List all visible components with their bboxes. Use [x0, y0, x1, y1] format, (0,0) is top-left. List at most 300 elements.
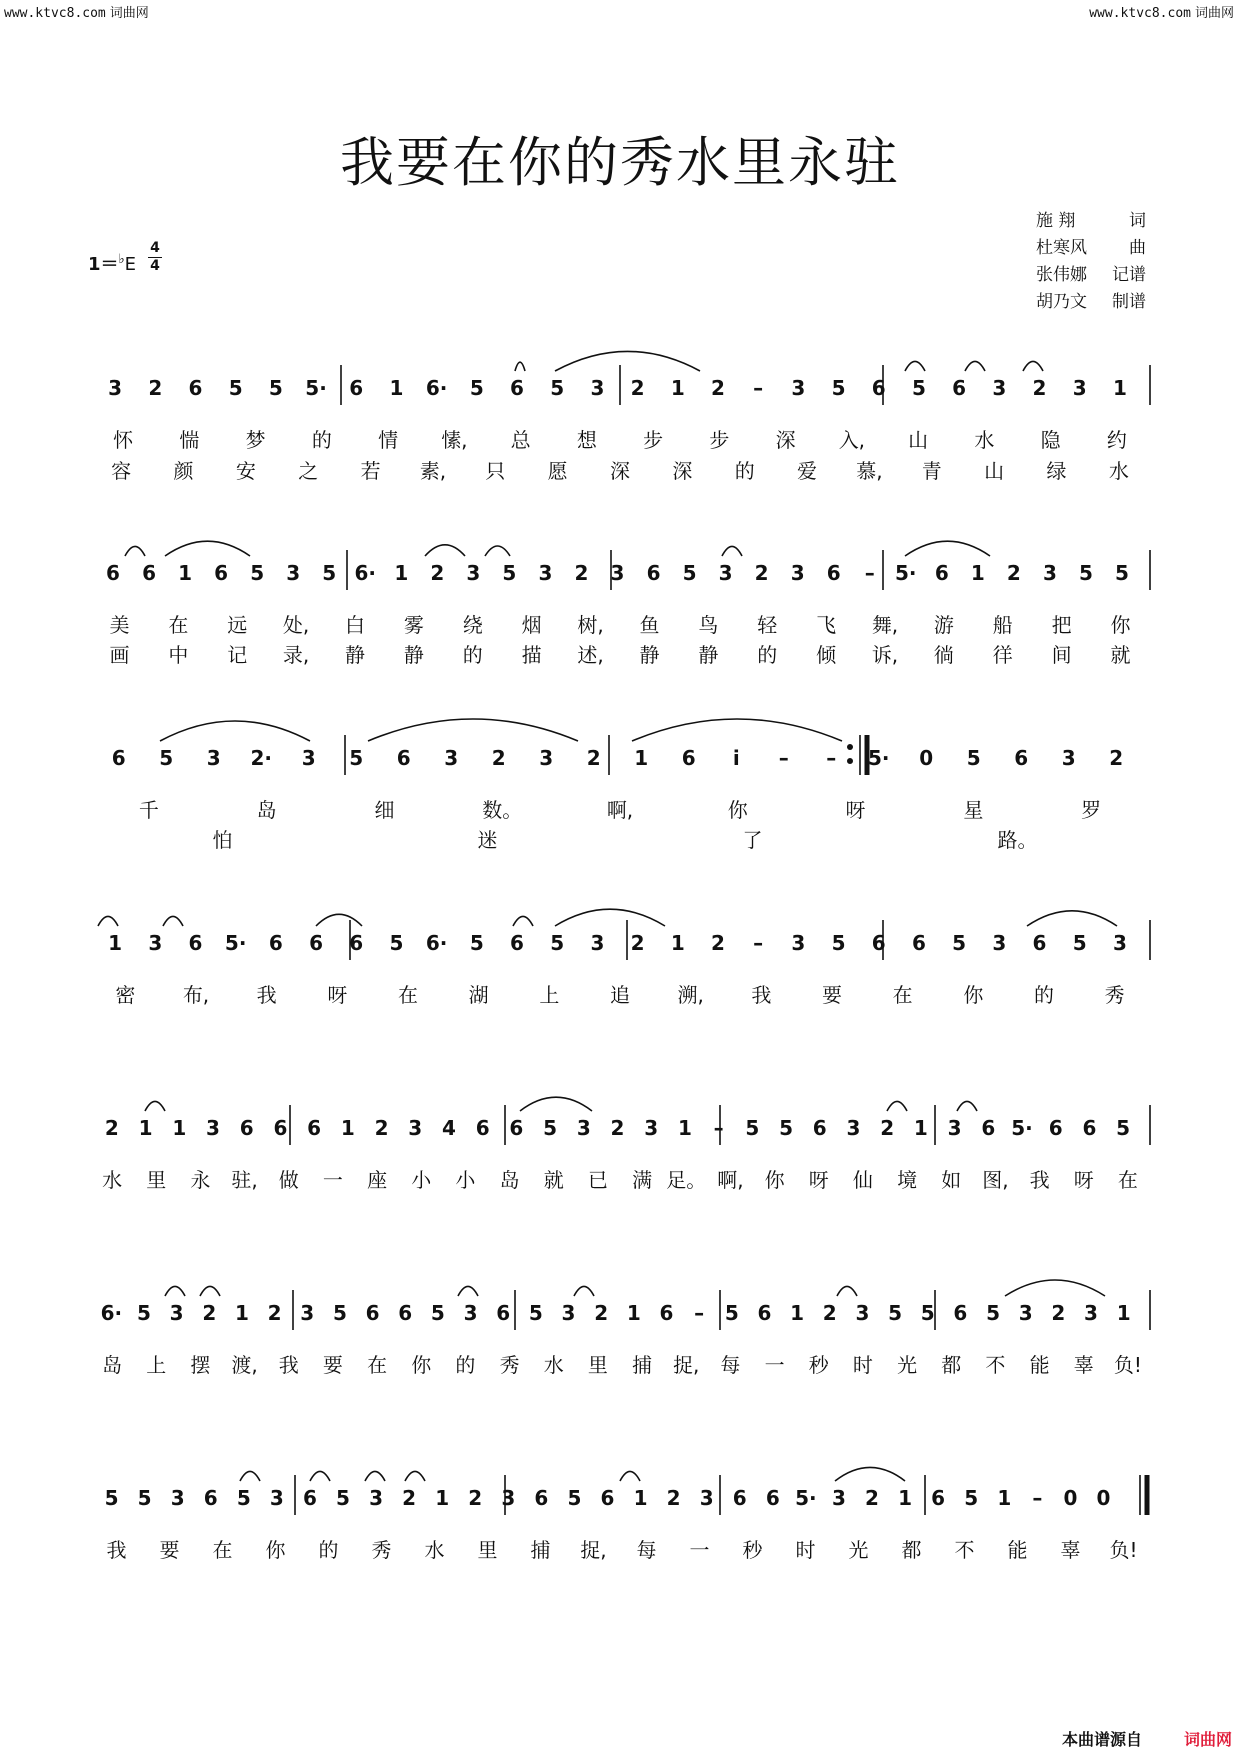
lyric-syllable: 都	[901, 1538, 922, 1562]
lyric-syllable: 想	[576, 428, 597, 452]
note: 6	[871, 931, 886, 955]
lyric-syllable: 千	[138, 798, 159, 822]
note: 2	[754, 561, 769, 585]
lyric-syllable: 布,	[182, 983, 210, 1007]
lyric-syllable: 静	[345, 643, 365, 667]
lyric-syllable: 鱼	[639, 613, 660, 637]
slur	[316, 914, 362, 926]
note: 6	[911, 931, 926, 955]
note: 1	[340, 1116, 355, 1140]
note: 6·	[354, 561, 377, 585]
note: 6	[681, 746, 696, 770]
lyric-syllable: 的	[757, 643, 778, 667]
note: 6	[931, 1486, 946, 1510]
note: 5	[332, 1301, 347, 1325]
lyric-syllable: 啊,	[606, 798, 634, 822]
note: –	[778, 746, 789, 770]
note: 2	[574, 561, 589, 585]
note: 6·	[425, 931, 448, 955]
note: 5	[888, 1301, 903, 1325]
lyric-syllable: 山	[908, 428, 929, 452]
lyric-syllable: 你	[1110, 613, 1131, 637]
note: 5	[724, 1301, 739, 1325]
note: 0	[919, 746, 934, 770]
note: 3	[699, 1486, 714, 1510]
note: 5	[250, 561, 265, 585]
lyric-syllable: 之	[298, 459, 319, 483]
note: 6	[349, 376, 364, 400]
note: 1	[394, 561, 409, 585]
lyric-syllable: 座	[367, 1168, 388, 1192]
note: 2	[880, 1116, 895, 1140]
lyric-syllable: 你	[411, 1353, 432, 1377]
lyric-syllable: 就	[1110, 643, 1131, 667]
note: 3	[206, 746, 221, 770]
lyric-syllable: 树,	[577, 613, 604, 637]
lyric-syllable: 水	[102, 1168, 123, 1192]
note: 5	[389, 931, 404, 955]
lyric-syllable: 渡,	[231, 1353, 258, 1377]
note: 5	[964, 1486, 979, 1510]
lyric-syllable: 我	[1029, 1168, 1050, 1192]
lyric-syllable: 中	[168, 643, 189, 667]
note: –	[753, 931, 764, 955]
lyric-syllable: 在	[212, 1538, 233, 1562]
lyric-syllable: 远	[227, 613, 248, 637]
lyric-syllable: 的	[318, 1538, 339, 1562]
note: 6	[510, 376, 524, 400]
slur	[165, 541, 250, 556]
slur	[632, 719, 842, 741]
note: 5	[502, 561, 517, 585]
note: 0	[1096, 1486, 1111, 1510]
lyric-syllable: 你	[963, 983, 984, 1007]
note: 6	[953, 1301, 968, 1325]
note: 3	[610, 561, 625, 585]
lyric-syllable: 素,	[419, 459, 447, 483]
note: 6	[496, 1301, 511, 1325]
lyric-syllable: 怕	[212, 828, 233, 852]
lyric-syllable: 静	[403, 643, 424, 667]
lyric-syllable: 水	[1108, 459, 1129, 483]
lyric-syllable: 鸟	[698, 613, 719, 637]
lyric-syllable: 如	[941, 1168, 962, 1192]
lyric-syllable: 里	[587, 1353, 608, 1377]
lyric-syllable: 上	[146, 1353, 167, 1377]
note: 3	[286, 561, 301, 585]
lyric-syllable: 约	[1106, 428, 1127, 452]
credit-name: 张伟娜	[1036, 265, 1087, 285]
credit-role: 记谱	[1112, 265, 1146, 285]
footer-brand[interactable]: 词曲网	[1183, 1730, 1232, 1749]
slur	[555, 909, 665, 926]
note: 5·	[224, 931, 247, 955]
note: 5	[1116, 1116, 1131, 1140]
lyric-syllable: 你	[764, 1168, 785, 1192]
lyric-syllable: 间	[1051, 643, 1072, 667]
slur	[200, 1286, 220, 1296]
note: 5	[911, 376, 926, 400]
lyric-syllable: 记	[227, 643, 248, 667]
note: 2	[468, 1486, 483, 1510]
note: 5·	[895, 561, 917, 585]
lyric-syllable: 啊,	[717, 1168, 744, 1192]
lyric-syllable: 在	[1117, 1168, 1138, 1192]
note: 2	[202, 1301, 217, 1325]
note: i	[732, 746, 740, 770]
key-prefix: 1＝	[88, 254, 119, 275]
lyric-syllable: 捉,	[580, 1538, 607, 1562]
note: 6	[757, 1301, 772, 1325]
header-url-right[interactable]: www.ktvc8.com	[1089, 6, 1191, 21]
note: 3	[300, 1301, 315, 1325]
note: 6	[475, 1116, 490, 1140]
lyric-syllable: 愿	[547, 459, 568, 483]
credit-name: 胡乃文	[1036, 292, 1087, 312]
lyric-syllable: 一	[689, 1538, 710, 1562]
note: 3	[644, 1116, 659, 1140]
lyric-syllable: 做	[278, 1168, 299, 1192]
lyric-syllable: 都	[941, 1353, 962, 1377]
note: 5	[1078, 561, 1093, 585]
flat-sign: ♭	[118, 252, 125, 267]
slur	[405, 1471, 425, 1481]
note: 6	[826, 561, 841, 585]
note: 6	[239, 1116, 254, 1140]
slur	[485, 546, 510, 556]
lyric-syllable: 路。	[997, 828, 1038, 852]
note: 3	[1112, 931, 1127, 955]
note: 6	[214, 561, 229, 585]
lyric-syllable: 深	[672, 459, 693, 483]
lyric-syllable: 呀	[327, 983, 348, 1007]
slur	[574, 1286, 594, 1296]
lyric-syllable: 小	[455, 1168, 476, 1192]
lyric-syllable: 秀	[371, 1538, 392, 1562]
note: 3	[169, 1301, 184, 1325]
note: 5	[528, 1301, 543, 1325]
note: 1	[670, 376, 685, 400]
note: 5·	[1011, 1116, 1033, 1140]
note: 3	[1072, 376, 1087, 400]
slur	[125, 546, 145, 556]
lyric-syllable: 上	[539, 983, 560, 1007]
footer-source: 本曲谱源自	[1061, 1730, 1142, 1749]
lyric-syllable: 星	[963, 798, 984, 822]
note: 1	[435, 1486, 450, 1510]
note: 2	[267, 1301, 282, 1325]
note: 3	[791, 376, 806, 400]
lyric-syllable: 轻	[757, 613, 778, 637]
lyric-syllable: 隐	[1040, 428, 1061, 452]
note: 3	[1018, 1301, 1033, 1325]
lyric-syllable: 数。	[482, 798, 523, 822]
lyric-syllable: 静	[639, 643, 660, 667]
slur	[425, 545, 465, 556]
note: 2	[374, 1116, 389, 1140]
note: 1	[634, 746, 649, 770]
lyric-syllable: 呀	[845, 798, 866, 822]
note: 5	[567, 1486, 582, 1510]
note: 2	[430, 561, 445, 585]
note: 2	[865, 1486, 879, 1510]
lyric-syllable: 了	[742, 828, 763, 852]
lyric-syllable: 我	[256, 983, 277, 1007]
note: 3	[148, 931, 163, 955]
lyric-syllable: 怀	[113, 428, 134, 452]
note: 2·	[250, 746, 273, 770]
note: 1	[790, 1301, 805, 1325]
lyric-syllable: 雾	[403, 613, 424, 637]
note: 3	[1084, 1301, 1098, 1325]
note: 1	[626, 1301, 641, 1325]
lyric-syllable: 捕	[632, 1353, 653, 1377]
lyric-syllable: 图,	[982, 1168, 1009, 1192]
note: 5	[268, 376, 283, 400]
lyric-syllable: 要	[822, 983, 842, 1007]
note: 6	[871, 376, 886, 400]
note: 5	[236, 1486, 251, 1510]
note: 5	[550, 376, 565, 400]
lyric-syllable: 处,	[282, 613, 310, 637]
note: 5	[966, 746, 981, 770]
lyric-syllable: 时	[852, 1353, 873, 1377]
note: 6	[106, 561, 120, 585]
lyric-syllable: 能	[1029, 1353, 1050, 1377]
lyric-syllable: 总	[510, 428, 531, 452]
lyric-syllable: 水	[974, 428, 995, 452]
time-unit: 4	[148, 257, 162, 275]
lyric-syllable: 惴	[179, 428, 200, 452]
lyric-syllable: 深	[610, 459, 630, 483]
slur	[515, 362, 525, 371]
note: 6·	[425, 376, 448, 400]
note: 5	[469, 931, 484, 955]
header-site-right: 词曲网	[1194, 6, 1234, 21]
credit-name: 杜寒风	[1036, 238, 1087, 258]
lyric-syllable: 光	[848, 1538, 869, 1562]
note: –	[713, 1116, 724, 1140]
credit-role: 制谱	[1112, 292, 1146, 312]
lyric-syllable: 在	[367, 1353, 388, 1377]
note: 2	[1032, 376, 1047, 400]
note: 2	[594, 1301, 609, 1325]
header-url-left[interactable]: www.ktvc8.com	[4, 6, 106, 21]
lyric-syllable: 入,	[838, 428, 866, 452]
note: 0	[1063, 1486, 1078, 1510]
lyric-syllable: 描	[521, 643, 542, 667]
note: 3	[992, 931, 1007, 955]
note: 3	[538, 561, 553, 585]
lyric-syllable: 的	[311, 428, 332, 452]
lyric-syllable: 水	[543, 1353, 564, 1377]
note: 5	[137, 1301, 151, 1325]
note: 2	[148, 376, 163, 400]
note: 6	[534, 1486, 549, 1510]
note: 3	[855, 1301, 870, 1325]
lyric-syllable: 辜	[1073, 1353, 1094, 1377]
lyric-syllable: 愫,	[441, 428, 468, 452]
note: 3	[791, 931, 806, 955]
lyric-syllable: 的	[455, 1353, 476, 1377]
note: 6	[812, 1116, 827, 1140]
lyric-syllable: 满	[632, 1168, 653, 1192]
note: 6	[268, 931, 283, 955]
lyric-syllable: 要	[322, 1353, 343, 1377]
note: 6	[1032, 931, 1047, 955]
lyric-syllable: 秀	[1104, 983, 1125, 1007]
slur	[965, 361, 985, 371]
slur	[887, 1101, 907, 1111]
lyric-syllable: 青	[921, 459, 942, 483]
note: 2	[1109, 746, 1124, 770]
note: 6	[765, 1486, 780, 1510]
note: 3	[108, 376, 123, 400]
lyric-syllable: 画	[109, 643, 130, 667]
note: 2	[491, 746, 506, 770]
lyric-syllable: 细	[374, 798, 395, 822]
note: 3	[369, 1486, 384, 1510]
lyric-syllable: 境	[897, 1168, 918, 1192]
lyric-syllable: 只	[485, 459, 506, 483]
note: 5	[831, 931, 846, 955]
note: 3	[539, 746, 554, 770]
note: 3	[170, 1486, 185, 1510]
lyric-syllable: 不	[954, 1538, 975, 1562]
lyric-syllable: 你	[265, 1538, 286, 1562]
lyric-syllable: 徜	[933, 643, 954, 667]
note: 2	[630, 931, 645, 955]
note: 2	[1051, 1301, 1066, 1325]
lyric-syllable: 容	[111, 459, 132, 483]
note: 3	[206, 1116, 220, 1140]
note: 5	[1072, 931, 1087, 955]
note: 6	[142, 561, 157, 585]
note: 5	[779, 1116, 794, 1140]
note: 6	[1082, 1116, 1097, 1140]
note: 5·	[305, 376, 327, 400]
note: 5	[469, 376, 484, 400]
note: 6	[203, 1486, 218, 1510]
slur	[1027, 911, 1117, 926]
lyric-syllable: 若	[360, 459, 381, 483]
note: 6	[646, 561, 661, 585]
note: 5	[831, 376, 846, 400]
slur	[1005, 1280, 1105, 1296]
note: 2	[711, 931, 725, 955]
note: 3	[501, 1486, 516, 1510]
note: 2	[1006, 561, 1021, 585]
lyric-syllable: 的	[1034, 983, 1054, 1007]
credit-role: 曲	[1129, 238, 1146, 258]
lyric-syllable: 不	[985, 1353, 1006, 1377]
lyric-syllable: 在	[398, 983, 418, 1007]
note: 6	[111, 746, 126, 770]
note: 3	[269, 1486, 284, 1510]
slur	[905, 541, 990, 556]
slur	[837, 1286, 857, 1296]
lyric-syllable: 迷	[477, 828, 498, 852]
footer	[1062, 1727, 1232, 1750]
note: 6	[510, 931, 524, 955]
lyric-syllable: 摆	[190, 1353, 211, 1377]
note: 1	[1112, 376, 1127, 400]
note: 1	[970, 561, 985, 585]
slur	[555, 351, 700, 371]
lyric-syllable: 步	[643, 428, 664, 452]
note: 1	[898, 1486, 913, 1510]
note: 3	[444, 746, 459, 770]
slur	[365, 1471, 385, 1481]
note: –	[694, 1301, 705, 1325]
note: 3	[846, 1116, 861, 1140]
note: 6	[365, 1301, 380, 1325]
slur	[1023, 361, 1043, 371]
note: 5·	[867, 746, 890, 770]
lyric-syllable: 岛	[499, 1168, 520, 1192]
note: 6	[307, 1116, 322, 1140]
note: 1	[633, 1486, 648, 1510]
lyric-syllable: 录,	[282, 643, 310, 667]
note: 5	[952, 931, 967, 955]
lyric-syllable: 述,	[577, 643, 604, 667]
note: 5	[336, 1486, 350, 1510]
note: 6	[981, 1116, 996, 1140]
note: 2	[630, 376, 645, 400]
lyric-syllable: 游	[933, 613, 954, 637]
lyric-syllable: 要	[159, 1538, 180, 1562]
note: 2	[104, 1116, 119, 1140]
lyric-syllable: 每	[636, 1538, 657, 1562]
lyric-syllable: 光	[897, 1353, 918, 1377]
lyric-syllable: 里	[146, 1168, 167, 1192]
note: 3	[561, 1301, 576, 1325]
lyric-syllable: 步	[709, 428, 730, 452]
lyric-syllable: 足。	[666, 1168, 707, 1192]
lyric-syllable: 慕,	[856, 459, 883, 483]
note: 1	[172, 1116, 187, 1140]
note: 6	[659, 1301, 674, 1325]
note: 6	[273, 1116, 288, 1140]
lyric-syllable: 一	[764, 1353, 785, 1377]
lyric-syllable: 秒	[742, 1538, 763, 1562]
lyric-syllable: 每	[720, 1353, 741, 1377]
lyric-syllable: 就	[543, 1168, 564, 1192]
note: 4	[441, 1116, 456, 1140]
credit-name: 施 翔	[1036, 211, 1076, 231]
note: 1	[178, 561, 193, 585]
lyric-syllable: 岛	[256, 798, 277, 822]
lyric-syllable: 追	[610, 983, 630, 1007]
note: 6	[1048, 1116, 1063, 1140]
lyric-syllable: 诉,	[871, 643, 899, 667]
note: 5	[159, 746, 174, 770]
slur	[520, 1097, 592, 1111]
note: 3	[576, 1116, 591, 1140]
note: 5·	[795, 1486, 817, 1510]
slur	[835, 1467, 905, 1481]
note: 6	[188, 931, 203, 955]
note: 6	[600, 1486, 615, 1510]
note: 2	[666, 1486, 681, 1510]
time-beats: 4	[150, 240, 160, 256]
note: 1	[108, 931, 123, 955]
lyric-syllable: 驻,	[231, 1168, 258, 1192]
slur	[722, 546, 742, 556]
note: 5	[104, 1486, 119, 1510]
lyric-syllable: 罗	[1081, 798, 1102, 822]
lyric-syllable: 梦	[245, 428, 266, 452]
